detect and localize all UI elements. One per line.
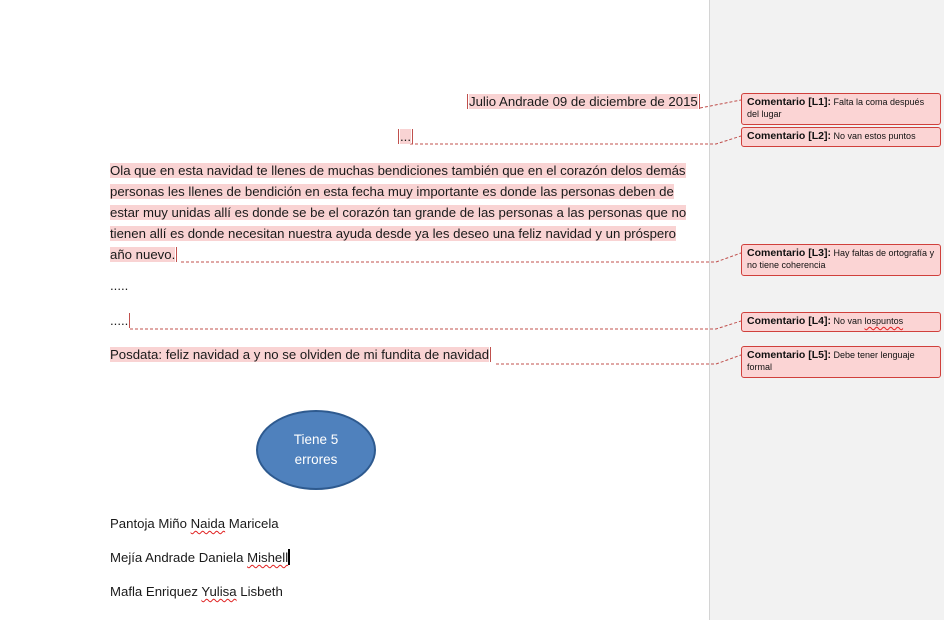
error-count-shape[interactable] [256, 410, 376, 490]
comment-l3-label: Comentario [L3]: [747, 247, 831, 259]
comment-l1[interactable] [741, 93, 941, 125]
comment-l5[interactable] [741, 346, 941, 378]
body-line-4: tienen allí es donde necesitan nuestra ayuda desde ya les deseo una feliz navidad y un próspero [110, 226, 676, 241]
comment-l3-text: Hay faltas de ortografía y no tiene coherencia [747, 248, 935, 270]
comment-l4-label: Comentario [L4]: [747, 315, 831, 327]
body-line-5: año nuevo. [110, 247, 176, 262]
error-count-text: Tiene 5 errores [293, 432, 339, 467]
dots-line-1[interactable]: ..... [110, 278, 129, 293]
author-line-1[interactable]: Pantoja Miño Naida Maricela [110, 516, 279, 531]
comment-l5-text: Debe tener lenguaje formal [747, 350, 915, 372]
comment-l4-text: No van lospuntos [833, 316, 904, 326]
comment-l4[interactable] [741, 312, 941, 332]
postscript-line[interactable]: Posdata: feliz navidad a y no se olviden de mi fundita de navidad [110, 347, 490, 362]
comment-l1-text: Falta la coma después del lugar [747, 97, 925, 119]
body-line-3: estar muy unidas allí es donde se be el corazón tan grande de las personas a las personas que no [110, 205, 687, 220]
text-cursor [288, 549, 290, 565]
body-paragraph[interactable] [110, 160, 710, 265]
body-line-2: personas les llenes de bendición en esta fecha muy importante es donde las personas deben de [110, 184, 674, 199]
author-line-2[interactable]: Mejía Andrade Daniela Mishell [110, 550, 289, 565]
body-line-1: Ola que en esta navidad te llenes de muchas bendiciones también que en el corazón delos demás [110, 163, 686, 178]
comment-l3[interactable] [741, 244, 941, 276]
comment-l2-label: Comentario [L2]: [747, 130, 831, 142]
date-line[interactable]: Julio Andrade 09 de diciembre de 2015 [469, 94, 698, 109]
comment-l1-label: Comentario [L1]: [747, 96, 831, 108]
author-line-3[interactable]: Mafla Enriquez Yulisa Lisbeth [110, 584, 283, 599]
comment-l2[interactable] [741, 127, 941, 147]
comment-l5-label: Comentario [L5]: [747, 349, 831, 361]
dots-line-2[interactable]: ..... [110, 313, 129, 328]
dots-marker[interactable]: ... [400, 129, 411, 144]
comment-l2-text: No van estos puntos [833, 131, 916, 141]
